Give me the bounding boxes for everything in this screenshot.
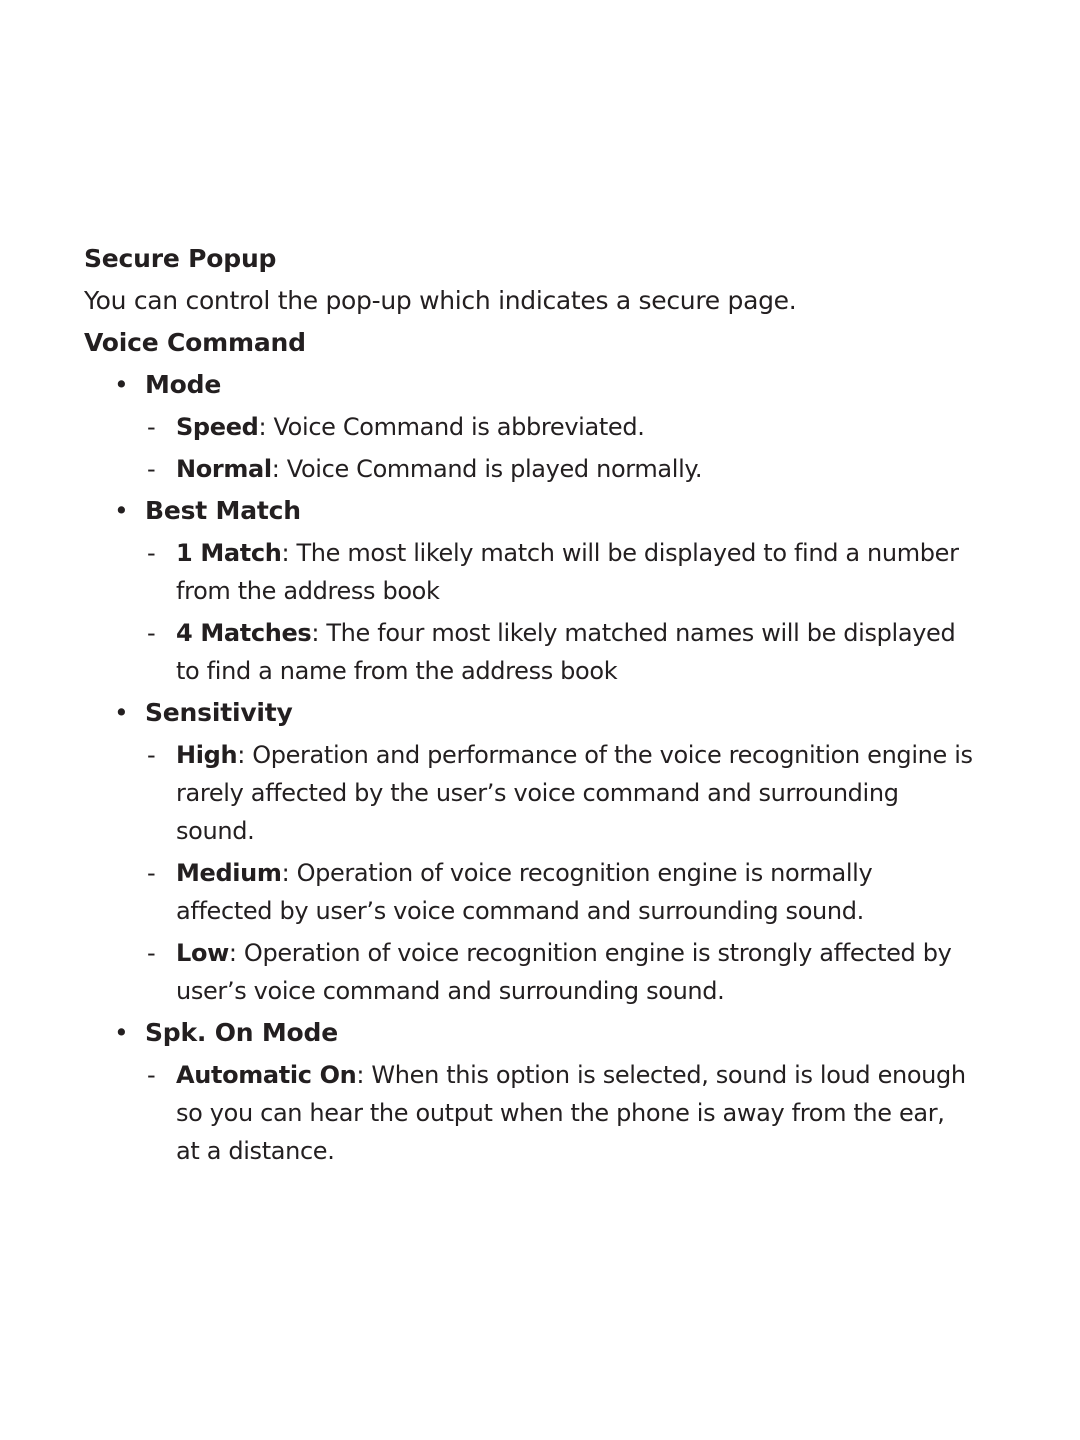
sub-item-term: Medium [176, 859, 282, 887]
dash-icon: - [147, 619, 156, 647]
document-page [84, 240, 974, 1174]
dash-icon: - [147, 539, 156, 567]
sub-item-speed [84, 408, 974, 446]
sub-item-4-matches [84, 614, 974, 690]
secure-popup-description: You can control the pop-up which indicates a secure page. [84, 286, 797, 315]
sub-item-automatic-on [84, 1056, 974, 1170]
dash-icon: - [147, 741, 156, 769]
sub-item-term: Automatic On [176, 1061, 357, 1089]
bullet-label: Sensitivity [145, 698, 293, 727]
sub-item-term: High [176, 741, 238, 769]
sub-item-desc: : Operation and performance of the voice recognition engine is rarely affected by the user’s voice command and surrounding sound. [176, 741, 973, 845]
sub-item-desc: : Operation of voice recognition engine is normally affected by user’s voice command and surrounding sound. [176, 859, 873, 925]
voice-command-heading: Voice Command [84, 328, 306, 357]
bullet-label: Spk. On Mode [145, 1018, 338, 1047]
dash-icon: - [147, 455, 156, 483]
bullet-icon: • [114, 370, 129, 399]
dash-icon: - [147, 413, 156, 441]
sub-item-desc: : Operation of voice recognition engine is strongly affected by user’s voice command and surrounding sound. [176, 939, 952, 1005]
sub-item-normal [84, 450, 974, 488]
sub-item-low [84, 934, 974, 1010]
dash-icon: - [147, 939, 156, 967]
dash-icon: - [147, 1061, 156, 1089]
bullet-sensitivity [84, 694, 974, 732]
dash-icon: - [147, 859, 156, 887]
sub-item-desc: : The four most likely matched names will be displayed to find a name from the address book [176, 619, 956, 685]
sub-item-desc: : Voice Command is abbreviated. [258, 413, 645, 441]
bullet-spk-on-mode [84, 1014, 974, 1052]
sub-item-desc: : Voice Command is played normally. [271, 455, 703, 483]
sub-item-term: 1 Match [176, 539, 282, 567]
sub-item-term: 4 Matches [176, 619, 312, 647]
bullet-mode [84, 366, 974, 404]
bullet-best-match [84, 492, 974, 530]
secure-popup-heading: Secure Popup [84, 244, 277, 273]
sub-item-high [84, 736, 974, 850]
bullet-label: Best Match [145, 496, 301, 525]
sub-item-term: Normal [176, 455, 272, 483]
bullet-icon: • [114, 496, 129, 525]
sub-item-medium [84, 854, 974, 930]
sub-item-term: Speed [176, 413, 259, 441]
bullet-icon: • [114, 698, 129, 727]
sub-item-1-match [84, 534, 974, 610]
sub-item-term: Low [176, 939, 229, 967]
bullet-icon: • [114, 1018, 129, 1047]
sub-item-desc: : When this option is selected, sound is loud enough so you can hear the output when the phone is away from the ear, at a distance. [176, 1061, 966, 1165]
sub-item-desc: : The most likely match will be displayed to find a number from the address book [176, 539, 959, 605]
bullet-label: Mode [145, 370, 222, 399]
